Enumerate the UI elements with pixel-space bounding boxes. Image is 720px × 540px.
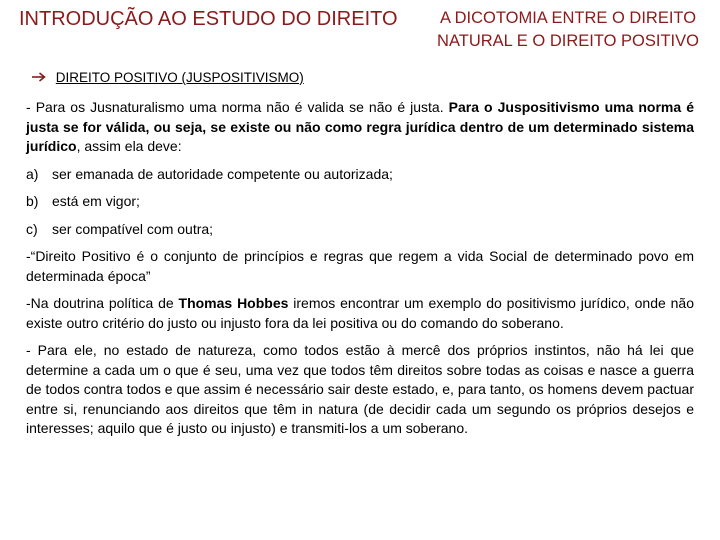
paragraph-definition <box>26 98 694 157</box>
paragraph-hobbes <box>26 294 694 333</box>
list-marker: b) <box>26 193 39 209</box>
paragraph-state-of-nature: - Para ele, no estado de natureza, como todos estão à mercê dos próprios instintos, não há lei que determine a cada um o que é seu, uma vez que todos têm direitos sobre todas as coisas e nasce a guerra de todos contra todos e que assim é necessário sair deste estado, e, para tanto, os homens devem pactuar entre si, renunciando aos direitos que têm in natura (de decidir cada um segundo os próprios desejos e interesses; aquilo que é justo ou injusto) e transmiti-los a um soberano. <box>26 342 694 436</box>
paragraph-emphasis: Para o Juspositivismo uma norma é justa se for válida, ou seja, se existe ou não como regra jurídica dentro de um determinado sistema jurídico <box>26 99 694 154</box>
section-heading-text: DIREITO POSITIVO (JUSPOSITIVISMO) <box>55 70 304 85</box>
list-item-text: ser emanada de autoridade competente ou autorizada; <box>52 165 393 182</box>
section-heading <box>32 70 304 85</box>
paragraph-text: -Na doutrina política de <box>26 295 179 311</box>
slide-subtitle <box>430 7 706 53</box>
list-marker: c) <box>26 220 38 237</box>
list-marker: a) <box>26 165 39 182</box>
list-item-text: está em vigor; <box>52 193 140 209</box>
paragraph-text: - Para os Jusnaturalismo uma norma não é valida se não é justa. <box>26 99 449 115</box>
paragraph-text: iremos encontrar um exemplo do positivismo jurídico, onde não existe outro critério do justo ou injusto fora da lei positiva ou do comando do soberano. <box>26 295 694 331</box>
list-item-text: ser compatível com outra; <box>52 220 214 237</box>
subtitle-line-1: A DICOTOMIA ENTRE O DIREITO <box>439 9 697 27</box>
paragraph-emphasis: Thomas Hobbes <box>178 295 289 311</box>
paragraph-text: , assim ela deve: <box>76 138 182 154</box>
list-item <box>26 192 694 212</box>
slide-title: INTRODUÇÃO AO ESTUDO DO DIREITO <box>19 8 398 30</box>
right-arrow-icon <box>32 70 50 85</box>
list-item <box>26 220 694 240</box>
subtitle-line-2: NATURAL E O DIREITO POSITIVO <box>437 32 699 50</box>
list-item <box>26 165 694 185</box>
slide-body <box>26 98 694 447</box>
paragraph-quote: -“Direito Positivo é o conjunto de princípios e regras que regem a vida Social de determinado povo em determinada época” <box>26 248 694 284</box>
